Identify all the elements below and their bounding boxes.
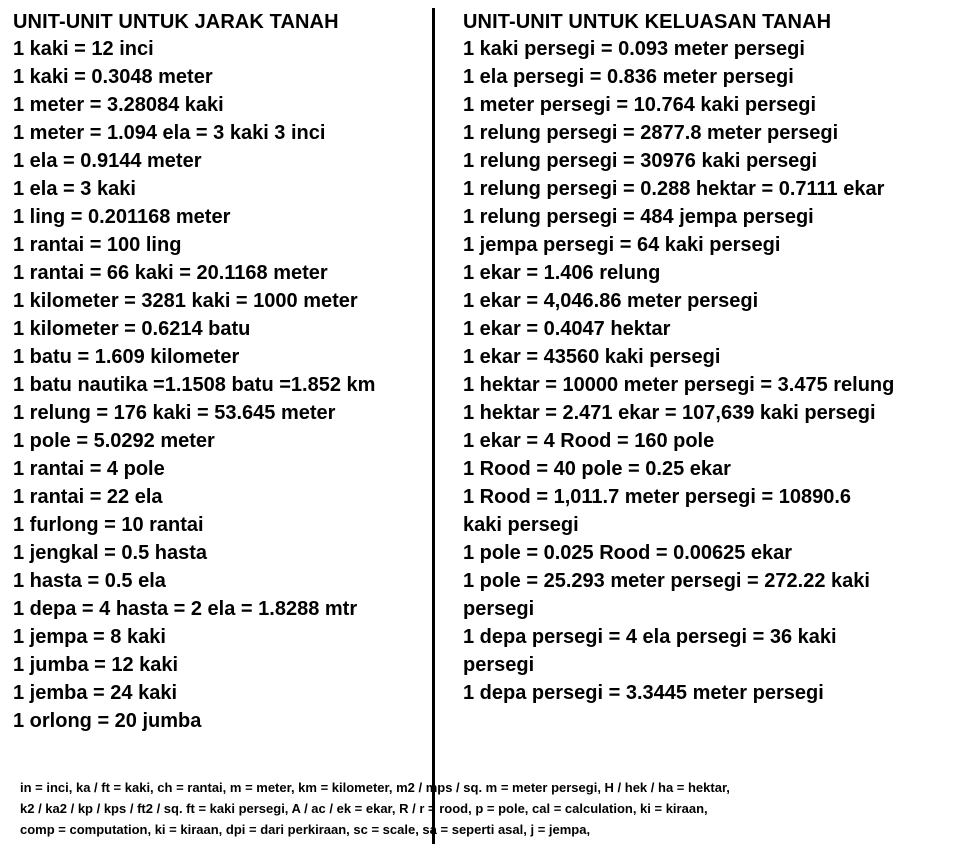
area-unit-line: 1 jempa persegi = 64 kaki persegi	[463, 234, 781, 256]
area-unit-line: 1 depa persegi = 4 ela persegi = 36 kaki	[463, 626, 837, 648]
distance-unit-line: 1 orlong = 20 jumba	[13, 710, 202, 732]
area-unit-line: 1 ekar = 4 Rood = 160 pole	[463, 430, 715, 452]
area-unit-line: 1 relung persegi = 30976 kaki persegi	[463, 150, 818, 172]
column-divider	[432, 8, 435, 844]
area-unit-line: 1 pole = 25.293 meter persegi = 272.22 kaki	[463, 570, 870, 592]
distance-unit-line: 1 rantai = 4 pole	[13, 458, 165, 480]
distance-unit-line: 1 kaki = 12 inci	[13, 38, 154, 60]
area-units-heading: UNIT-UNIT UNTUK KELUASAN TANAH	[463, 11, 832, 33]
abbreviation-legend	[20, 777, 970, 840]
distance-units-heading: UNIT-UNIT UNTUK JARAK TANAH	[13, 11, 339, 33]
area-unit-line: 1 ekar = 1.406 relung	[463, 262, 661, 284]
area-unit-line: persegi	[463, 654, 535, 676]
distance-unit-line: 1 jempa = 8 kaki	[13, 626, 166, 648]
distance-unit-line: 1 kilometer = 0.6214 batu	[13, 318, 251, 340]
legend-line: k2 / ka2 / kp / kps / ft2 / sq. ft = kaki persegi, A / ac / ek = ekar, R / r = rood, p = pole, cal = calculation, ki = kiraan,	[20, 801, 708, 816]
distance-unit-line: 1 batu = 1.609 kilometer	[13, 346, 240, 368]
area-unit-line: 1 hektar = 10000 meter persegi = 3.475 relung	[463, 374, 895, 396]
area-unit-line: 1 relung persegi = 2877.8 meter persegi	[463, 122, 839, 144]
area-unit-line: 1 kaki persegi = 0.093 meter persegi	[463, 38, 805, 60]
area-unit-line: 1 meter persegi = 10.764 kaki persegi	[463, 94, 816, 116]
area-unit-line: 1 hektar = 2.471 ekar = 107,639 kaki persegi	[463, 402, 876, 424]
area-unit-line: 1 relung persegi = 484 jempa persegi	[463, 206, 814, 228]
distance-unit-line: 1 meter = 3.28084 kaki	[13, 94, 224, 116]
area-unit-line: 1 ekar = 4,046.86 meter persegi	[463, 290, 759, 312]
distance-unit-line: 1 meter = 1.094 ela = 3 kaki 3 inci	[13, 122, 326, 144]
distance-unit-line: 1 kaki = 0.3048 meter	[13, 66, 213, 88]
distance-unit-line: 1 jengkal = 0.5 hasta	[13, 542, 207, 564]
area-unit-line: 1 Rood = 40 pole = 0.25 ekar	[463, 458, 731, 480]
distance-unit-line: 1 hasta = 0.5 ela	[13, 570, 166, 592]
distance-unit-line: 1 ela = 3 kaki	[13, 178, 136, 200]
area-unit-line: 1 ela persegi = 0.836 meter persegi	[463, 66, 794, 88]
area-units-column	[463, 9, 973, 707]
area-unit-line: 1 relung persegi = 0.288 hektar = 0.7111 ekar	[463, 178, 885, 200]
area-unit-line: 1 depa persegi = 3.3445 meter persegi	[463, 682, 824, 704]
distance-unit-line: 1 batu nautika =1.1508 batu =1.852 km	[13, 374, 376, 396]
legend-line: comp = computation, ki = kiraan, dpi = dari perkiraan, sc = scale, sa = seperti asal, j = jempa,	[20, 822, 591, 837]
distance-unit-line: 1 jumba = 12 kaki	[13, 654, 179, 676]
distance-unit-line: 1 furlong = 10 rantai	[13, 514, 204, 536]
distance-unit-line: 1 pole = 5.0292 meter	[13, 430, 215, 452]
distance-unit-line: 1 kilometer = 3281 kaki = 1000 meter	[13, 290, 358, 312]
distance-unit-line: 1 rantai = 100 ling	[13, 234, 182, 256]
distance-unit-line: 1 relung = 176 kaki = 53.645 meter	[13, 402, 336, 424]
legend-line: in = inci, ka / ft = kaki, ch = rantai, m = meter, km = kilometer, m2 / mps / sq. m = meter persegi, H / hek / ha = hektar,	[20, 780, 730, 795]
area-unit-line: 1 Rood = 1,011.7 meter persegi = 10890.6	[463, 486, 852, 508]
distance-unit-line: 1 rantai = 22 ela	[13, 486, 163, 508]
distance-unit-line: 1 ling = 0.201168 meter	[13, 206, 231, 228]
distance-unit-line: 1 rantai = 66 kaki = 20.1168 meter	[13, 262, 328, 284]
area-unit-line: 1 ekar = 43560 kaki persegi	[463, 346, 721, 368]
distance-unit-line: 1 depa = 4 hasta = 2 ela = 1.8288 mtr	[13, 598, 358, 620]
distance-unit-line: 1 jemba = 24 kaki	[13, 682, 178, 704]
area-unit-line: 1 pole = 0.025 Rood = 0.00625 ekar	[463, 542, 793, 564]
area-unit-line: persegi	[463, 598, 535, 620]
distance-unit-line: 1 ela = 0.9144 meter	[13, 150, 202, 172]
distance-units-column	[13, 9, 428, 735]
area-unit-line: kaki persegi	[463, 514, 579, 536]
area-unit-line: 1 ekar = 0.4047 hektar	[463, 318, 671, 340]
